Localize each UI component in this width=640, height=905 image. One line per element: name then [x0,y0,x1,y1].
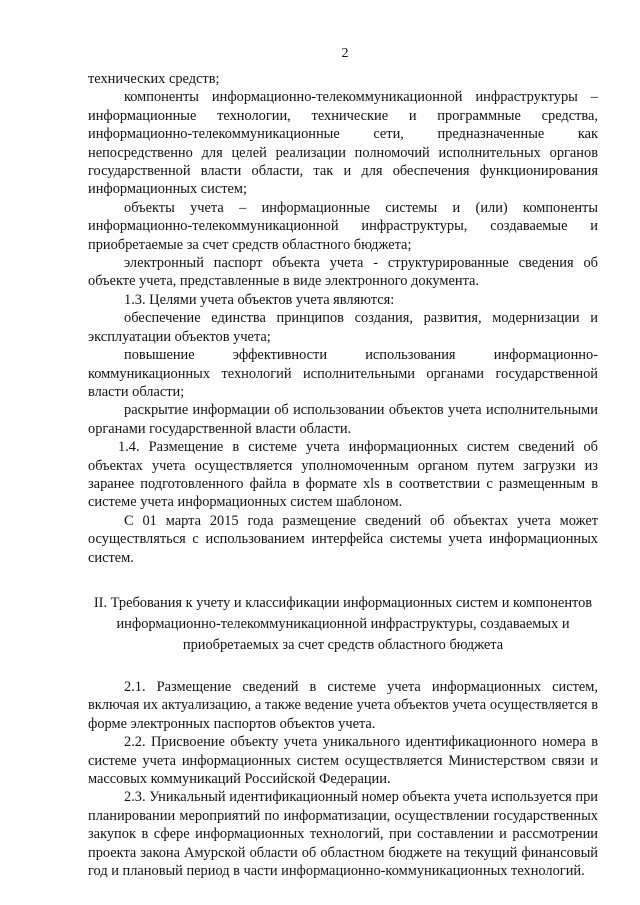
paragraph: 1.3. Целями учета объектов учета являются: [124,291,395,308]
paragraph: повышение эффективности использования информационно-коммуникационных технологий исполнительными органами государственной власти области; [88,347,598,400]
paragraph: 2.1. Размещение сведений в системе учета информационных систем, включая их актуализацию, а также ведение учета объектов учета осуществляется в форме электронных паспортов объектов учета. [88,678,598,732]
paragraph: технических средств; [88,71,220,87]
document-body [88,70,598,880]
paragraph: раскрытие информации об использовании объектов учета исполнительными органами государственной власти области. [88,402,598,437]
section-heading: II. Требования к учету и классификации информационных систем и компонентов информационно-телекоммуникационной инфраструктуры, создаваемых и приобретаемых за счет средств областного бюджета [93,594,593,653]
page-number: 2 [341,46,349,61]
paragraph: С 01 марта 2015 года размещение сведений об объектах учета может осуществляться с использованием интерфейса системы учета информационных систем. [88,512,598,566]
paragraph: электронный паспорт объекта учета - структурированные сведения об объекте учета, представленные в виде электронного документа. [88,255,598,290]
paragraph: 2.2. Присвоение объекту учета уникального идентификационного номера в системе учета информационных систем осуществляется Министерством связи и массовых коммуникаций Российской Федерации. [88,734,598,787]
paragraph: 2.3. Уникальный идентификационный номер объекта учета используется при планировании мероприятий по информатизации, осуществлении государственных закупок в сфере информационных технологий, при составлении и рассмотрении проекта закона Амурской области об областном бюджете на текущий финансовый год и плановый период в части информационно-коммуникационных технологий. [88,789,598,880]
paragraph: компоненты информационно-телекоммуникационной инфраструктуры – информационные технологии, технические и программные средства, информационно-телекоммуникационные сети, предназначенные как непосредственно для целей реализации полномочий исполнительных органов государственной власти области, так и для обеспечения функционирования информационных систем; [88,89,598,198]
paragraph: обеспечение единства принципов создания, развития, модернизации и эксплуатации объектов учета; [88,310,598,345]
paragraph: объекты учета – информационные системы и (или) компоненты информационно-телекоммуникационной инфраструктуры, создаваемые и приобретаемые за счет средств областного бюджета; [88,199,598,253]
paragraph: 1.4. Размещение в системе учета информационных систем сведений об объектах учета осуществляется уполномоченным органом путем загрузки из заранее подготовленного файла в формате xls в соответствии с размещенным в системе учета информационных систем шаблоном. [88,439,598,511]
